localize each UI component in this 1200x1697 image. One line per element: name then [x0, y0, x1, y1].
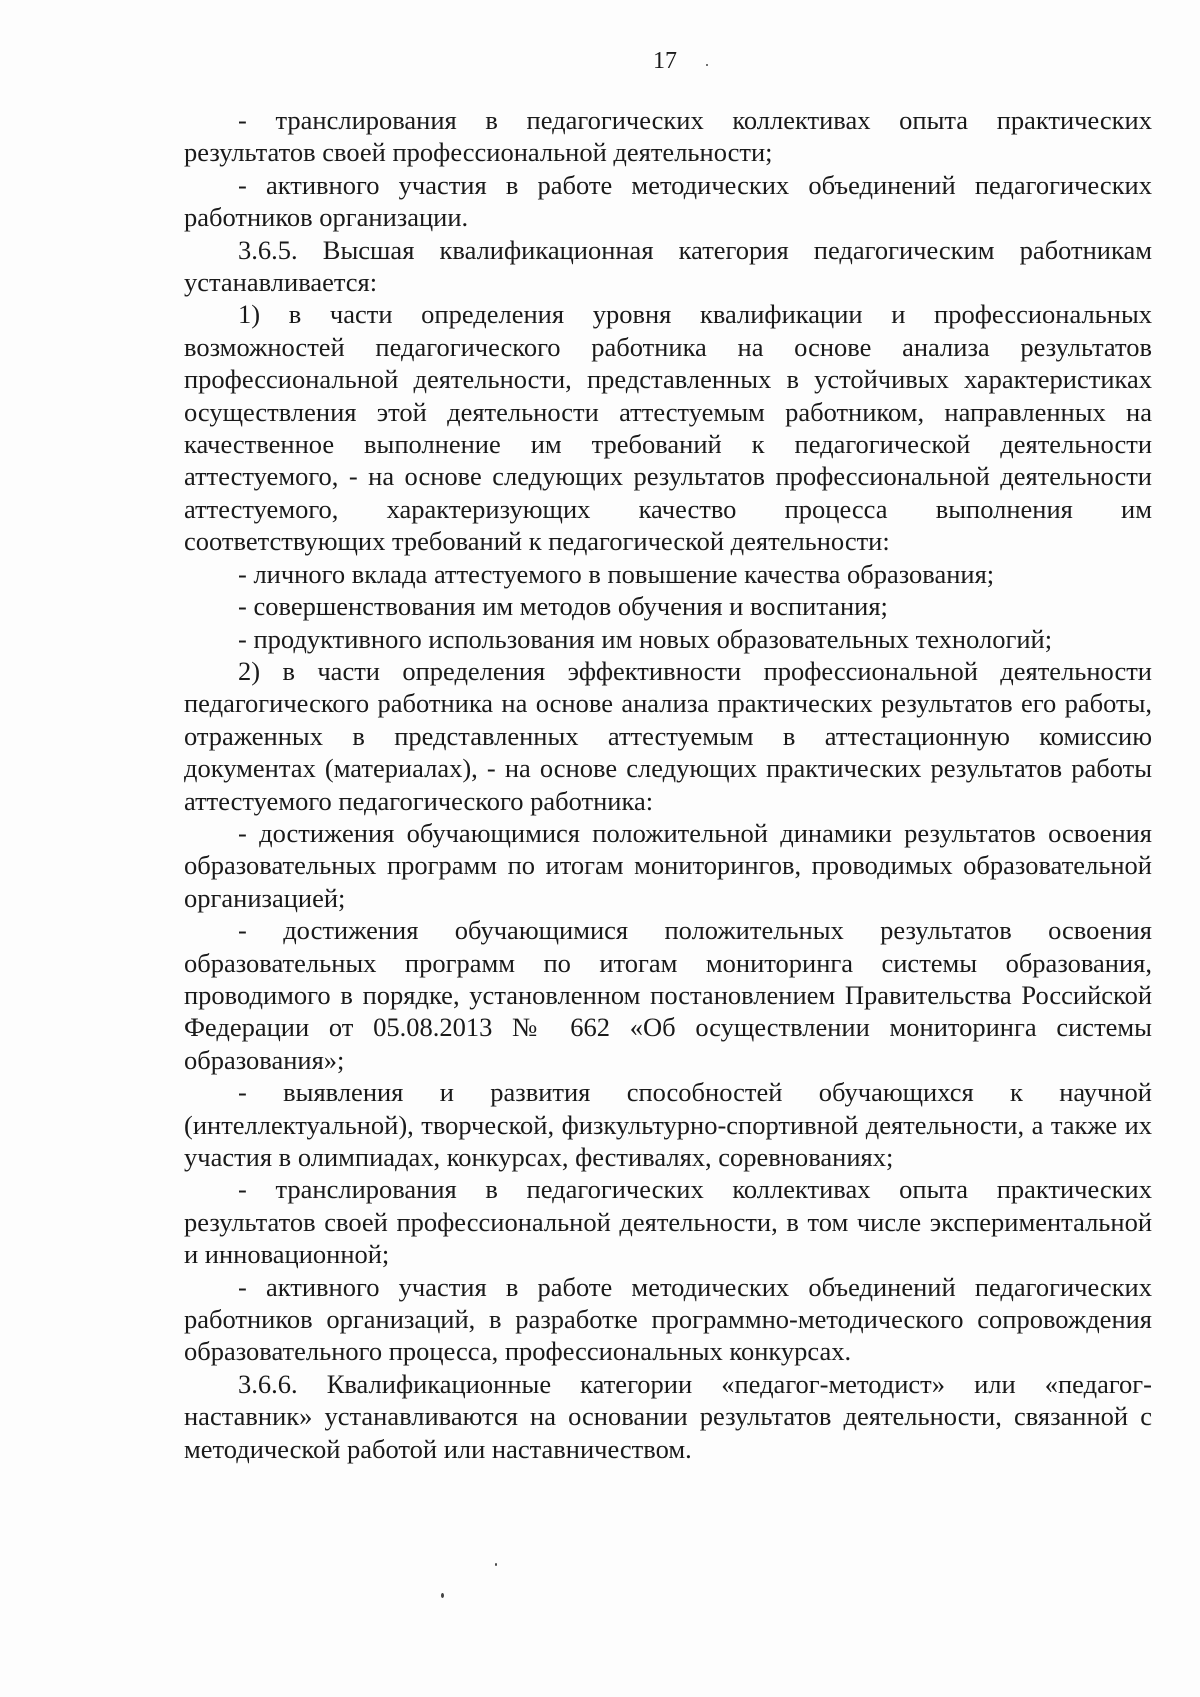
page-number: 17	[653, 48, 677, 74]
document-body	[184, 104, 1152, 1465]
scan-speck	[441, 1593, 444, 1598]
paragraph: - достижения обучающимися положительной динамики результатов освоения образовательных программ по итогам мониторингов, проводимых образовательной организацией;	[184, 817, 1152, 913]
paragraph: - транслирования в педагогических коллективах опыта практических результатов своей профессиональной деятельности, в том числе экспериментальной и инновационной;	[184, 1174, 1152, 1270]
paragraph: - активного участия в работе методических объединений педагогических работников организации.	[184, 169, 1152, 233]
paragraph: - выявления и развития способностей обучающихся к научной (интеллектуальной), творческой, физкультурно-спортивной деятельности, а также их участия в олимпиадах, конкурсах, фестивалях, соревнованиях;	[184, 1077, 1152, 1172]
paragraph: - совершенствования им методов обучения и воспитания;	[238, 591, 888, 622]
paragraph: 3.6.5. Высшая квалификационная категория педагогическим работникам устанавливается:	[184, 234, 1152, 298]
paragraph: 1) в части определения уровня квалификации и профессиональных возможностей педагогического работника на основе анализа результатов профессиональной деятельности, представленных в устойчивых характеристиках осуществления этой деятельности аттестуемым работником, направленных на качественное выполнение им требований к педагогической деятельности аттестуемого, - на основе следующих результатов профессиональной деятельности аттестуемого, характеризующих качество процесса выполнения им соответствующих требований к педагогической деятельности:	[184, 299, 1152, 557]
paragraph: 2) в части определения эффективности профессиональной деятельности педагогического работника на основе анализа практических результатов его работы, отраженных в представленных аттестуемым в аттестационную комиссию документах (материалах), - на основе следующих практических результатов работы аттестуемого педагогического работника:	[184, 655, 1152, 816]
paragraph: - активного участия в работе методических объединений педагогических работников организаций, в разработке программно-методического сопровождения образовательного процесса, профессиональных конкурсах.	[184, 1271, 1152, 1367]
paragraph: - продуктивного использования им новых образовательных технологий;	[238, 623, 1053, 654]
paragraph: 3.6.6. Квалификационные категории «педагог-методист» или «педагог-наставник» устанавливаются на основании результатов деятельности, связанной с методической работой или наставничеством.	[184, 1368, 1152, 1464]
scan-speck	[706, 64, 708, 66]
paragraph: - транслирования в педагогических коллективах опыта практических результатов своей профессиональной деятельности;	[184, 105, 1152, 168]
paragraph: - достижения обучающимися положительных результатов освоения образовательных программ по итогам мониторинга системы образования, проводимого в порядке, установленном постановлением Правительства Российской Федерации от 05.08.2013 № 662 «Об осуществлении мониторинга системы образования»;	[184, 915, 1152, 1075]
paragraph: - личного вклада аттестуемого в повышение качества образования;	[238, 558, 995, 589]
scan-speck	[495, 1563, 497, 1566]
